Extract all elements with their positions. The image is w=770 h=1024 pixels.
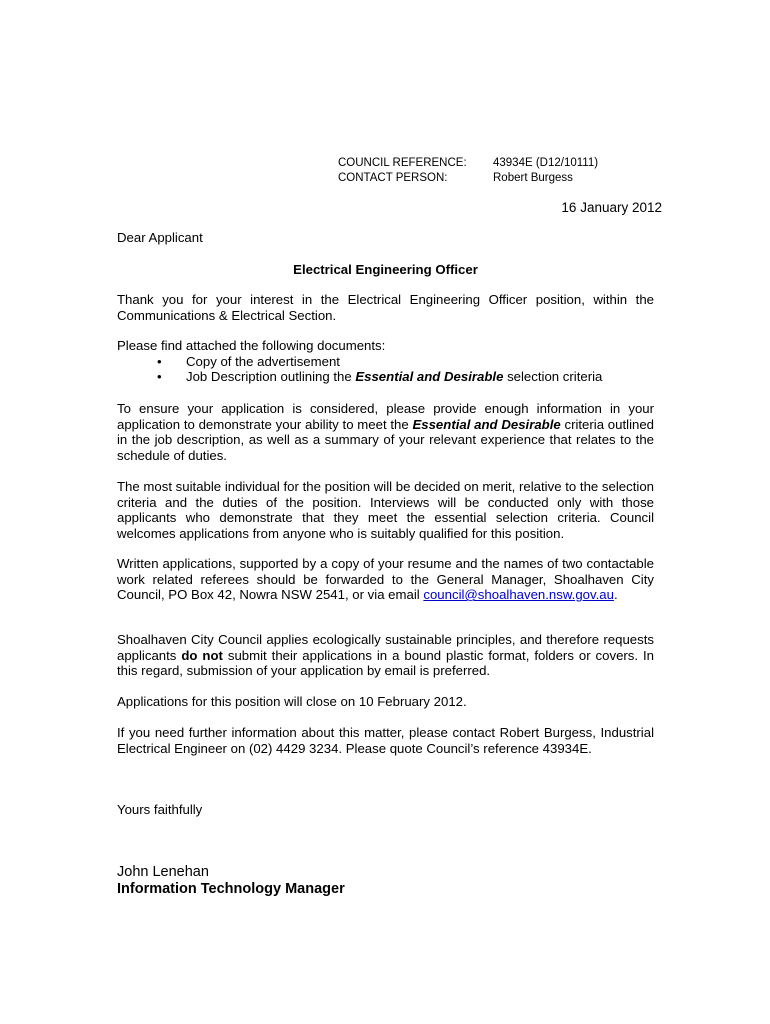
paragraph-written-applications [117, 556, 654, 603]
paragraph-sustainability [117, 632, 654, 679]
attachment-item-2-emphasis: Essential and Desirable [355, 369, 504, 385]
paragraph-closing-date: Applications for this position will close on 10 February 2012. [117, 694, 467, 709]
letter-date: 16 January 2012 [561, 200, 662, 215]
p3-text-post: criteria outlined in the job description, as well as a summary of your relevant experience that relates to the schedule of duties. [117, 416, 655, 463]
reference-block [338, 156, 598, 186]
p3-text-pre: To ensure your application is considered, please provide enough information in your application to demonstrate your ability to meet the [117, 401, 654, 432]
p5-text-post: . [613, 587, 618, 603]
paragraph-further-information: If you need further information about this matter, please contact Robert Burgess, Industrial Electrical Engineer on (02) 4429 3234. Please quote Council’s reference 43934E. [117, 725, 654, 756]
paragraph-attachments [117, 338, 654, 385]
p3-emphasis: Essential and Desirable [412, 416, 561, 432]
salutation: Dear Applicant [117, 230, 203, 245]
paragraph-interest: Thank you for your interest in the Electrical Engineering Officer position, within the Communications & Electrical Section. [117, 292, 654, 323]
signature-name: John Lenehan [117, 864, 209, 880]
p6-text-pre: Shoalhaven City Council applies ecologically sustainable principles, and therefore requests applicants [117, 632, 654, 663]
attachments-list [117, 354, 654, 385]
p6-emphasis: do not [181, 647, 223, 663]
p6-text-post: submit their applications in a bound plastic format, folders or covers. In this regard, submission of your application by email is preferred. [117, 647, 655, 679]
paragraph-ensure-application [117, 401, 654, 463]
letter-closing: Yours faithfully [117, 802, 203, 817]
council-email-link[interactable]: council@shoalhaven.nsw.gov.au [423, 587, 614, 603]
p5-text-pre: Written applications, supported by a copy of your resume and the names of two contactable work related referees should be forwarded to the General Manager, Shoalhaven City Council, PO Box 42, Nowra NSW 2541, or via email [117, 556, 654, 603]
council-reference-row [338, 156, 598, 171]
contact-person-value: Robert Burgess [493, 172, 573, 184]
attachment-item [117, 369, 654, 385]
contact-person-label: CONTACT PERSON: [338, 172, 448, 184]
attachment-item-2-text: Job Description outlining the [186, 369, 356, 385]
letter-subject: Electrical Engineering Officer [293, 262, 478, 277]
attachments-intro: Please find attached the following documents: [117, 338, 386, 353]
paragraph-merit: The most suitable individual for the position will be decided on merit, relative to the selection criteria and the duties of the position. Interviews will be conducted only with those applicants who demonstrate that they meet the essential selection criteria. Council welcomes applications from anyone who is suitably qualified for this position. [117, 479, 654, 541]
council-reference-value: 43934E (D12/10111) [493, 157, 599, 169]
council-reference-label: COUNCIL REFERENCE: [338, 157, 467, 169]
attachment-item-2-tail: selection criteria [503, 369, 603, 385]
attachment-item [117, 354, 654, 370]
contact-person-row [338, 171, 598, 186]
signature-title: Information Technology Manager [117, 881, 345, 897]
attachment-item-1: Copy of the advertisement [186, 353, 340, 369]
